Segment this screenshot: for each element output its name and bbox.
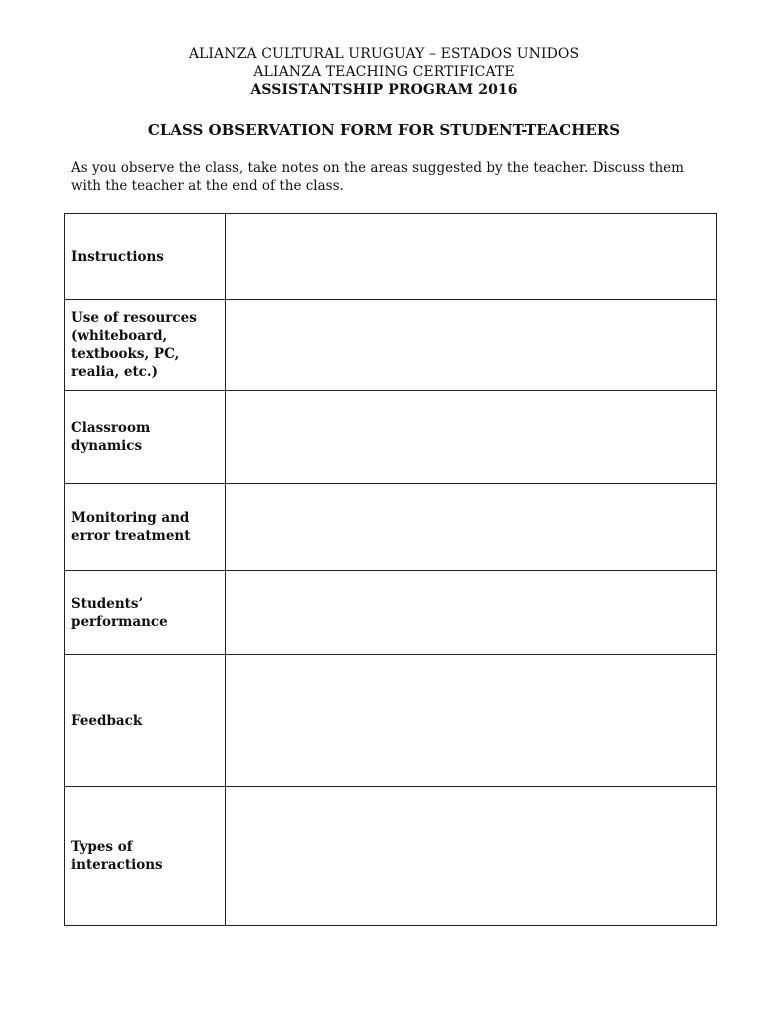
- row-label: [65, 214, 226, 300]
- row-label: [65, 787, 226, 926]
- certificate-name: ALIANZA TEACHING CERTIFICATE: [253, 64, 515, 80]
- row-label: [65, 655, 226, 787]
- notes-cell[interactable]: [226, 655, 717, 787]
- table-row: [65, 787, 717, 926]
- table-row: [65, 214, 717, 300]
- table-row: [65, 391, 717, 484]
- row-label-text: Use of resources (whiteboard, textbooks, PC, realia, etc.): [71, 310, 197, 380]
- row-label: [65, 391, 226, 484]
- row-label: [65, 300, 226, 391]
- table-row: [65, 484, 717, 571]
- table-row: [65, 300, 717, 391]
- notes-cell[interactable]: [226, 787, 717, 926]
- row-label-text: Classroom dynamics: [71, 420, 151, 454]
- notes-cell[interactable]: [226, 391, 717, 484]
- row-label-text: Feedback: [71, 712, 143, 729]
- row-label: [65, 484, 226, 571]
- row-label-text: Students’ performance: [71, 595, 168, 630]
- form-title: CLASS OBSERVATION FORM FOR STUDENT-TEACHERS: [147, 121, 621, 139]
- institution-name: ALIANZA CULTURAL URUGUAY – ESTADOS UNIDOS: [188, 46, 580, 62]
- intro-instructions: As you observe the class, take notes on the areas suggested by the teacher. Discuss them with the teacher at the end of the class.: [71, 160, 684, 194]
- notes-cell[interactable]: [226, 300, 717, 391]
- notes-cell[interactable]: [226, 214, 717, 300]
- document-header: [0, 45, 768, 99]
- row-label-text: Instructions: [71, 248, 164, 265]
- notes-cell[interactable]: [226, 484, 717, 571]
- program-name: ASSISTANTSHIP PROGRAM 2016: [250, 82, 518, 98]
- notes-cell[interactable]: [226, 571, 717, 655]
- table-row: [65, 571, 717, 655]
- observation-table: [64, 213, 717, 926]
- row-label-text: Monitoring and error treatment: [71, 510, 191, 544]
- row-label-text: Types of interactions: [71, 839, 163, 873]
- table-row: [65, 655, 717, 787]
- row-label: [65, 571, 226, 655]
